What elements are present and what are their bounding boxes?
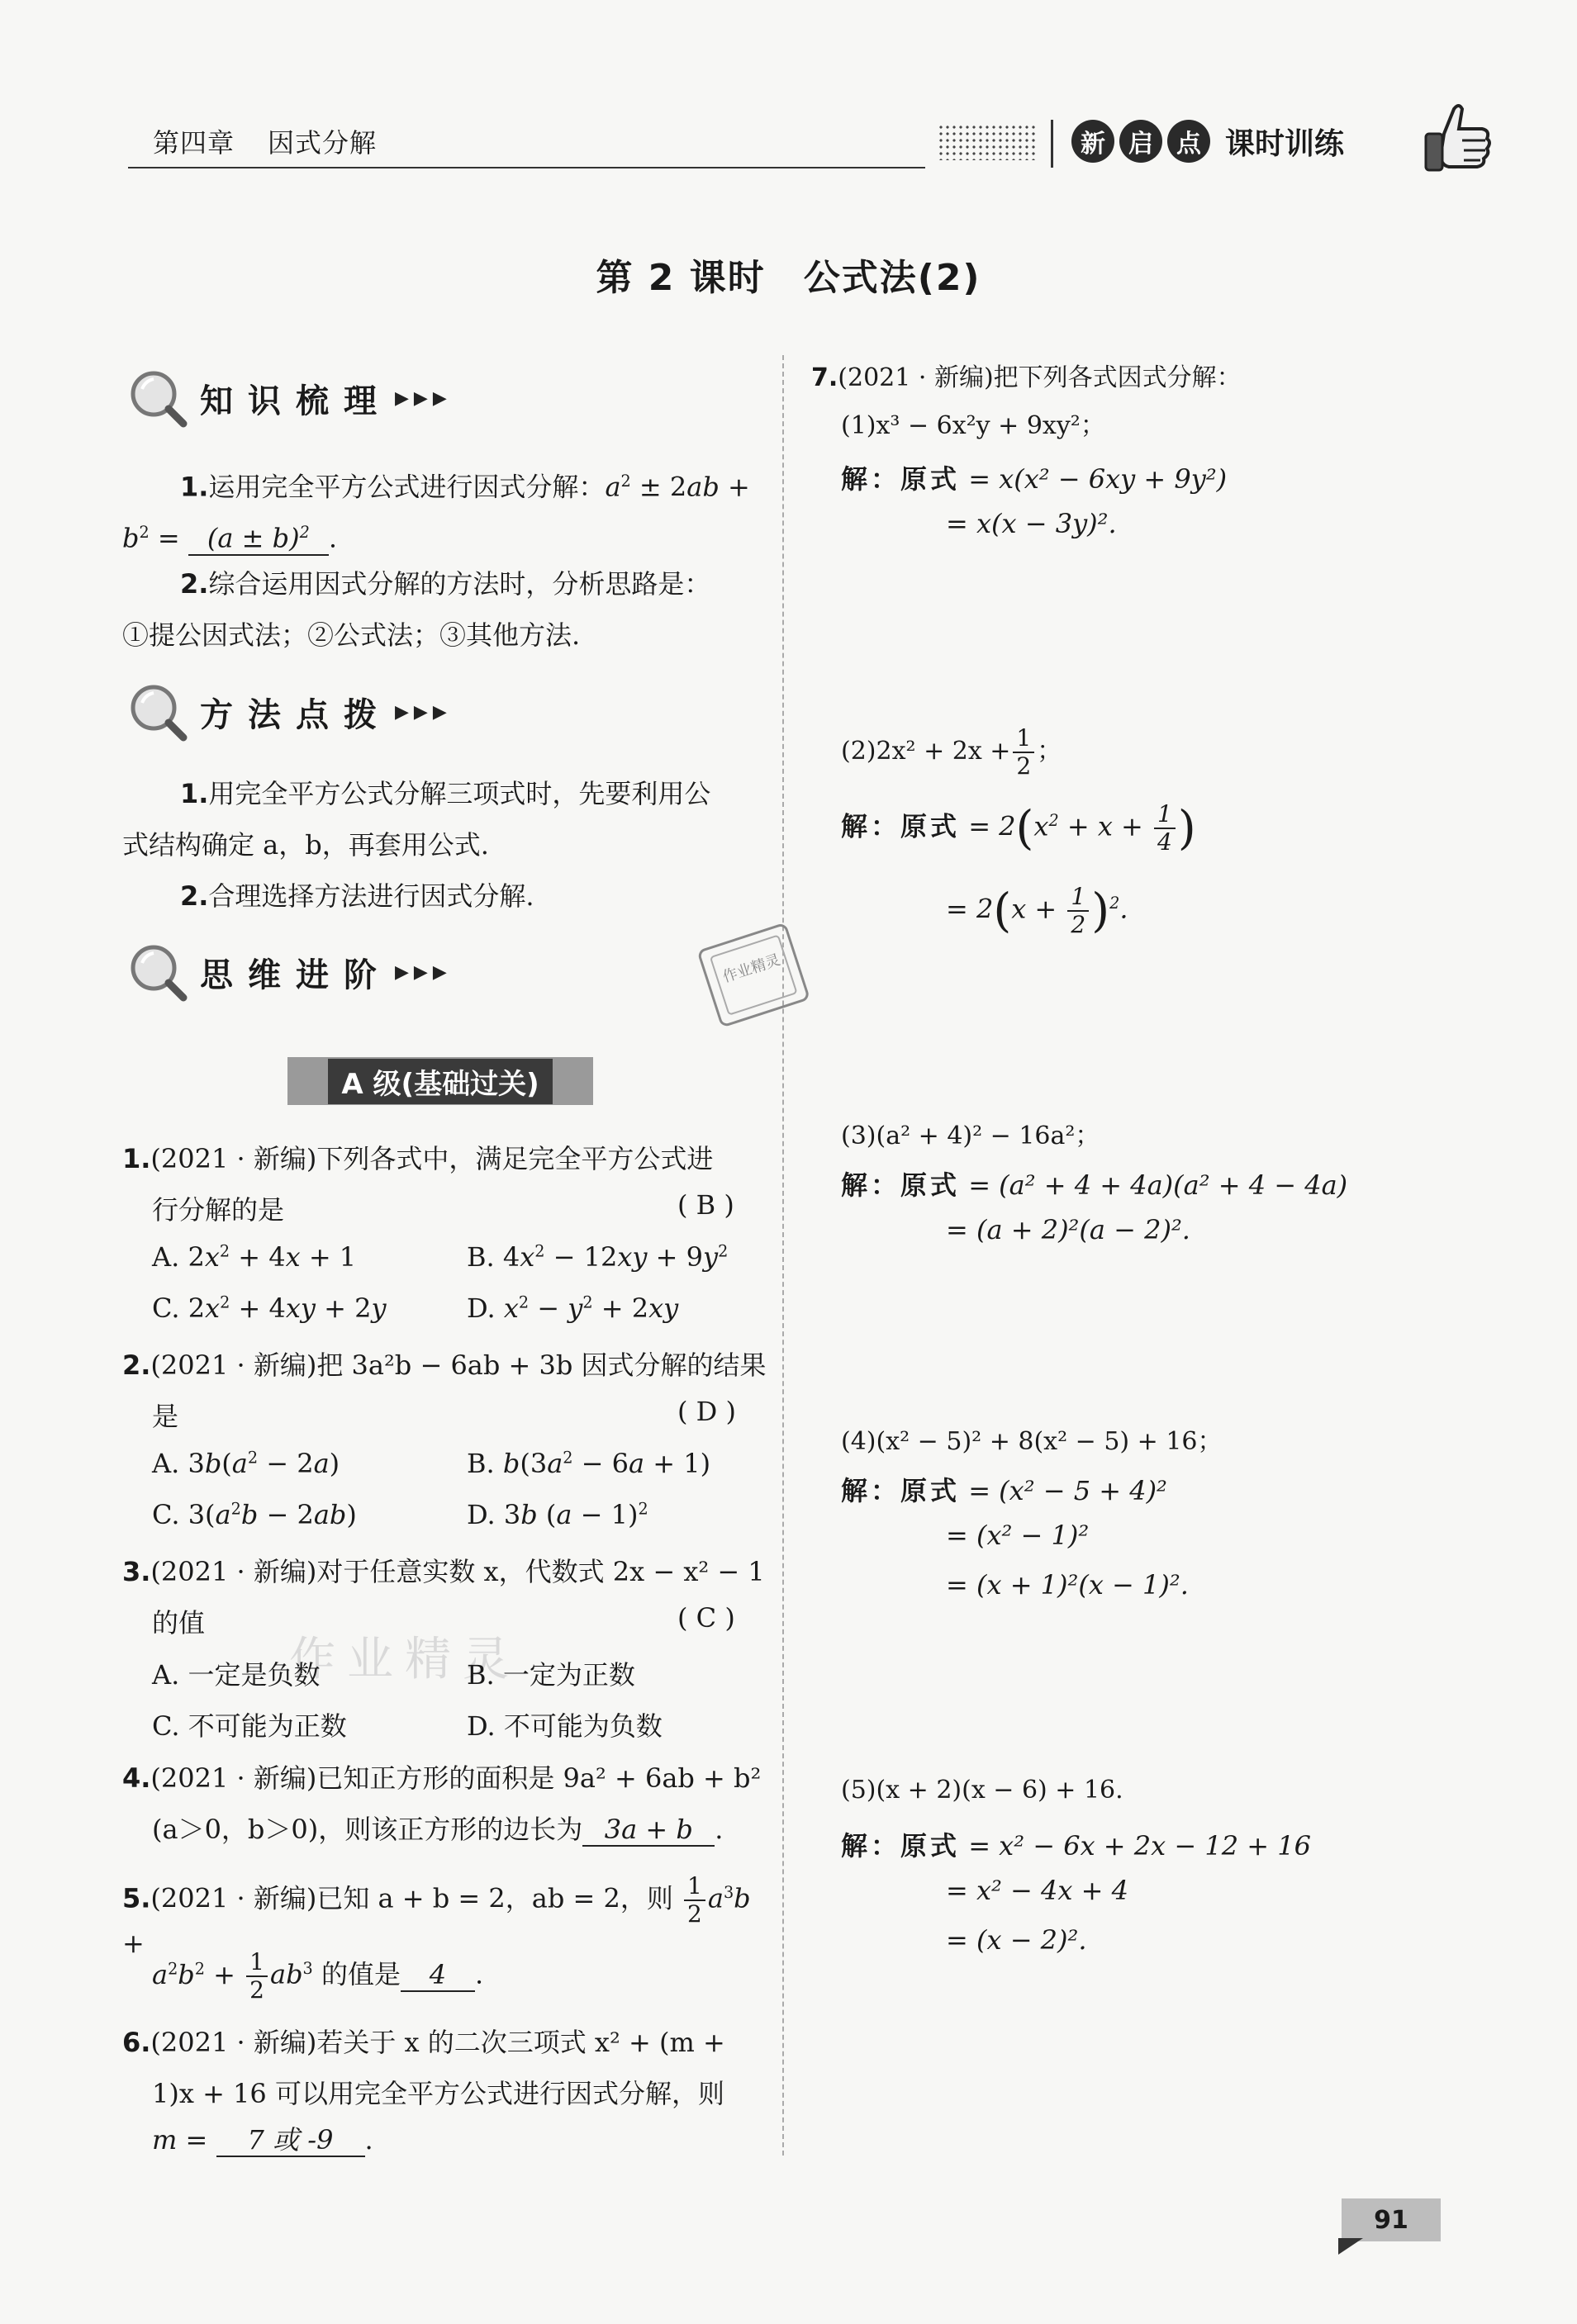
section-label: 知识梳理 bbox=[200, 382, 392, 420]
q7-part-3-solution-2: = (a + 2)²(a − 2)². bbox=[946, 1214, 1190, 1245]
arrows-icon: ▶▶▶ bbox=[395, 387, 452, 409]
q7-part-1-solution-2: = x(x − 3y)². bbox=[946, 508, 1117, 539]
question-2-line2: 是 bbox=[152, 1401, 179, 1432]
section-knowledge-heading bbox=[127, 368, 452, 429]
answer-blank: 4 bbox=[401, 1959, 475, 1992]
question-5: 5.(2021 · 新编)已知 a + b = 2，ab = 2，则 $\frac{1}{2}$ $a^3b$ + bbox=[122, 1872, 751, 1959]
question-2-option-a: A. $3b(a^2 - 2a)$ bbox=[152, 1448, 340, 1479]
question-3-answer: ( C ) bbox=[677, 1602, 735, 1634]
q7-part-3-solution-1: 解：原式 = (a² + 4 + 4a)(a² + 4 − 4a) bbox=[841, 1169, 1348, 1201]
brand-suffix: 课时训练 bbox=[1225, 126, 1345, 161]
section-label: 方法点拨 bbox=[200, 695, 392, 734]
question-1-option-a: A. $2x^2 + 4x + 1$ bbox=[152, 1241, 357, 1273]
page-number: 91 bbox=[1342, 2198, 1441, 2241]
level-banner bbox=[287, 1057, 593, 1105]
question-3-option-a: A. 一定是负数 bbox=[152, 1659, 321, 1691]
answer-blank: 3a + b bbox=[582, 1814, 715, 1847]
question-3-option-c: C. 不可能为正数 bbox=[152, 1710, 347, 1742]
question-2-option-d: D. 3b $(a - 1)^2$ bbox=[467, 1499, 648, 1530]
question-1: 1.(2021 · 新编)下列各式中，满足完全平方公式进 bbox=[122, 1143, 714, 1174]
arrows-icon: ▶▶▶ bbox=[395, 701, 452, 723]
question-4-line2: (a＞0，b＞0)，则该正方形的边长为 3a + b . bbox=[152, 1814, 724, 1845]
question-7: 7.(2021 · 新编)把下列各式因式分解： bbox=[811, 363, 1242, 392]
question-6: 6.(2021 · 新编)若关于 x 的二次三项式 x² + (m + bbox=[122, 2027, 725, 2058]
method-item-1-cont: 式结构确定 a，b，再套用公式. bbox=[122, 829, 489, 861]
brand-char: 启 bbox=[1119, 120, 1162, 163]
q7-part-5-solution-1: 解：原式 = x² − 6x + 2x − 12 + 16 bbox=[841, 1830, 1311, 1862]
question-1-option-d: D. $x^2 - y^2 + 2xy$ bbox=[467, 1292, 679, 1324]
chapter-header bbox=[153, 122, 410, 160]
q7-part-2-solution-2: = 2(x + $\frac{1}{2}$ )$^2$. bbox=[946, 883, 1128, 938]
homework-stamp bbox=[692, 915, 816, 1039]
q7-part-1-problem: (1)x³ − 6x²y + 9xy²； bbox=[841, 411, 1105, 440]
brand-char: 新 bbox=[1071, 120, 1114, 163]
knowledge-item-2: 2.综合运用因式分解的方法时，分析思路是： bbox=[180, 568, 711, 600]
question-2: 2.(2021 · 新编)把 3a²b − 6ab + 3b 因式分解的结果 bbox=[122, 1349, 767, 1381]
q7-part-3-problem: (3)(a² + 4)² − 16a²； bbox=[841, 1122, 1100, 1150]
question-3-option-b: B. 一定为正数 bbox=[467, 1659, 635, 1691]
q7-part-5-solution-2: = x² − 4x + 4 bbox=[946, 1875, 1128, 1906]
brand-logo bbox=[1071, 120, 1344, 163]
section-thinking-heading bbox=[127, 941, 452, 1003]
answer-blank: $(a \pm b)^2$ bbox=[188, 517, 329, 556]
q7-part-4-solution-1: 解：原式 = (x² − 5 + 4)² bbox=[841, 1475, 1167, 1506]
question-3: 3.(2021 · 新编)对于任意实数 x，代数式 2x − x² − 1 bbox=[122, 1556, 765, 1587]
question-1-option-c: C. $2x^2 + 4xy + 2y$ bbox=[152, 1292, 387, 1324]
question-1-option-b: B. $4x^2 - 12xy + 9y^2$ bbox=[467, 1241, 729, 1273]
q7-part-4-problem: (4)(x² − 5)² + 8(x² − 5) + 16； bbox=[841, 1427, 1223, 1456]
chapter-title: 因式分解 bbox=[268, 127, 378, 159]
header-dot-pattern bbox=[938, 124, 1035, 160]
question-1-answer: ( B ) bbox=[677, 1189, 734, 1221]
question-6-line2: 1)x + 16 可以用完全平方公式进行因式分解，则 bbox=[152, 2078, 724, 2109]
watermark: 作业精灵 bbox=[289, 1633, 520, 1686]
thumbs-up-icon bbox=[1421, 97, 1495, 180]
level-label: A 级(基础过关) bbox=[328, 1059, 552, 1104]
knowledge-item-1: 1.运用完全平方公式进行因式分解：$a^2 \pm 2ab$ + bbox=[180, 471, 750, 503]
answer-blank: 7 或 -9 bbox=[216, 2124, 365, 2157]
q7-part-4-solution-3: = (x + 1)²(x − 1)². bbox=[946, 1569, 1189, 1601]
magnifier-icon bbox=[127, 368, 188, 429]
question-1-line2: 行分解的是 bbox=[152, 1194, 285, 1226]
section-method-heading bbox=[127, 681, 452, 742]
header-rule bbox=[128, 167, 925, 168]
method-item-2: 2.合理选择方法进行因式分解. bbox=[180, 880, 534, 912]
column-divider bbox=[782, 355, 784, 2156]
q7-part-2-problem: (2)2x² + 2x + $\frac{1}{2}$ ； bbox=[841, 724, 1062, 780]
question-2-option-c: C. $3(a^2b - 2ab)$ bbox=[152, 1499, 357, 1530]
page-title: 第 2 课时 公式法(2) bbox=[596, 257, 981, 299]
section-label: 思维进阶 bbox=[200, 956, 392, 994]
q7-part-5-solution-3: = (x − 2)². bbox=[946, 1924, 1087, 1956]
method-item-1: 1.用完全平方公式分解三项式时，先要利用公 bbox=[180, 778, 711, 809]
knowledge-item-1-cont: $b^2 = (a \pm b)^2$ . bbox=[122, 507, 767, 564]
question-3-line2: 的值 bbox=[152, 1607, 206, 1639]
magnifier-icon bbox=[127, 941, 188, 1003]
question-5-line2: $a^2b^2$ + $\frac{1}{2}$ $ab^3$ 的值是 4 . bbox=[152, 1948, 484, 2004]
q7-part-2-solution-1: 解：原式 = $2(x^2 + x$ + $\frac{1}{4}$ ) bbox=[841, 800, 1196, 856]
stamp-text: 作业精灵 bbox=[720, 951, 783, 987]
q7-part-1-solution-1: 解：原式 = x(x² − 6xy + 9y²) bbox=[841, 463, 1228, 495]
chapter-number: 第四章 bbox=[153, 127, 235, 159]
arrows-icon: ▶▶▶ bbox=[395, 961, 452, 983]
question-2-answer: ( D ) bbox=[677, 1396, 736, 1427]
knowledge-item-2-cont: ①提公因式法；②公式法；③其他方法. bbox=[122, 619, 581, 651]
page-corner-icon bbox=[1338, 2238, 1363, 2256]
question-2-option-b: B. $b(3a^2 - 6a + 1)$ bbox=[467, 1448, 711, 1479]
brand-char: 点 bbox=[1167, 120, 1210, 163]
question-6-line3: m = 7 或 -9 . bbox=[152, 2124, 373, 2156]
question-4: 4.(2021 · 新编)已知正方形的面积是 9a² + 6ab + b² bbox=[122, 1762, 762, 1794]
question-3-option-d: D. 不可能为负数 bbox=[467, 1710, 663, 1742]
magnifier-icon bbox=[127, 681, 188, 742]
q7-part-5-problem: (5)(x + 2)(x − 6) + 16. bbox=[841, 1776, 1123, 1805]
header-divider bbox=[1051, 120, 1053, 168]
q7-part-4-solution-2: = (x² − 1)² bbox=[946, 1520, 1090, 1551]
